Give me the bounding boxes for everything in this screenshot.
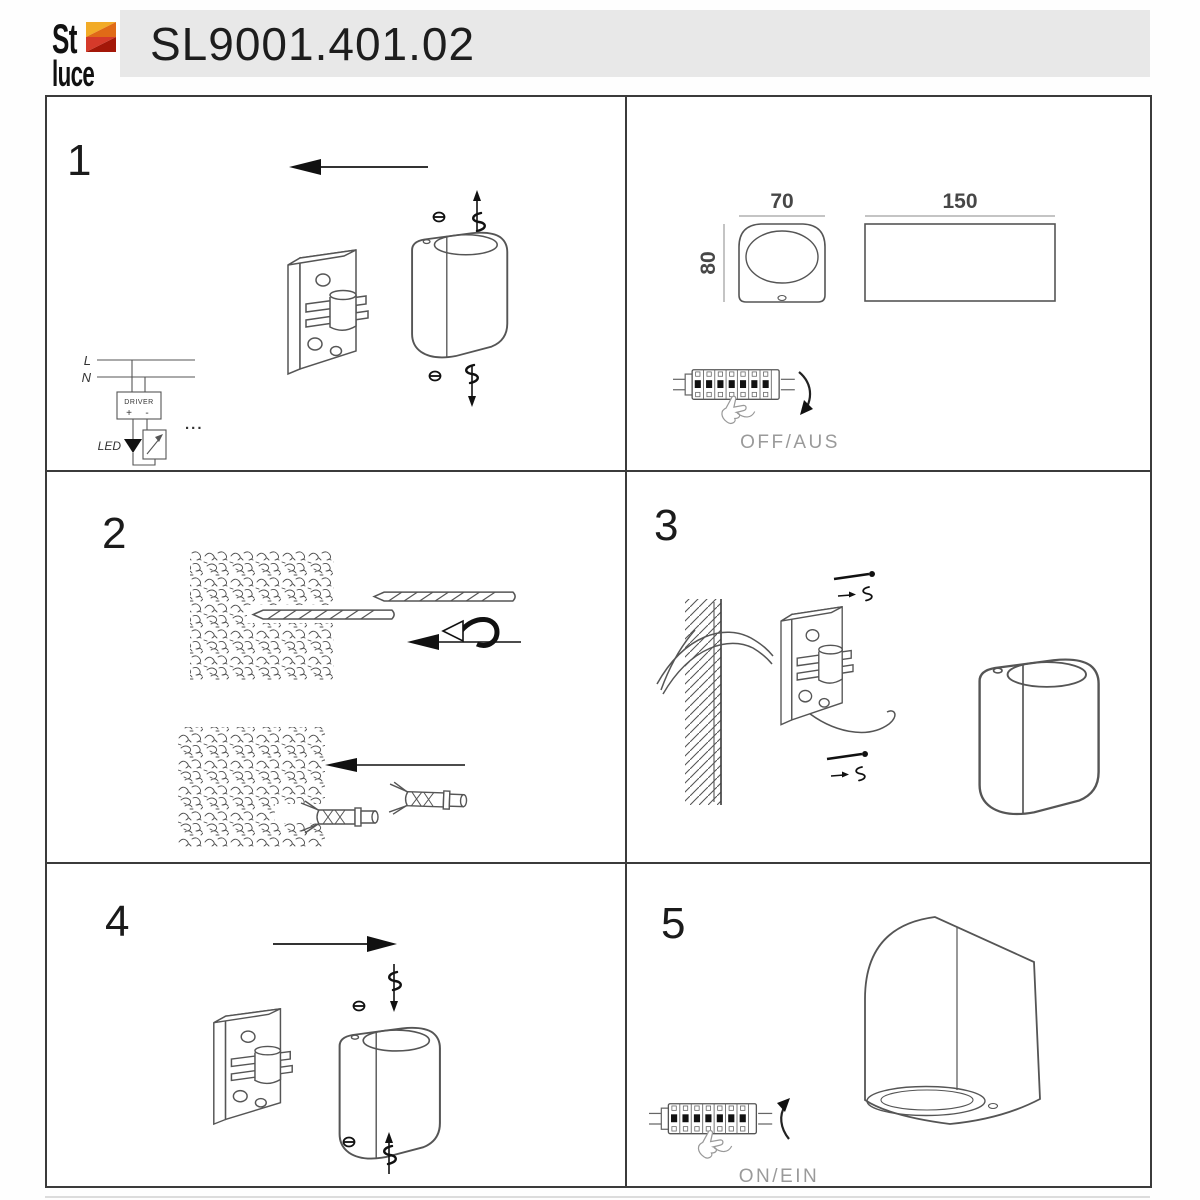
logo-square-icon xyxy=(86,22,116,52)
front-view-drawing xyxy=(739,224,825,302)
ellipsis-label: ... xyxy=(185,416,204,433)
mounting-bracket-drawing xyxy=(288,250,368,374)
screw-top-icon xyxy=(354,964,401,1012)
step-5-panel xyxy=(627,864,1150,1186)
screw-set-bottom-icon xyxy=(827,751,868,781)
wall-anchor-icon xyxy=(389,782,467,817)
mounting-bracket-drawing xyxy=(214,1009,292,1124)
wall-section-drawing xyxy=(685,599,721,805)
step-1-number: 1 xyxy=(67,136,92,185)
led-diode-symbol xyxy=(124,439,142,453)
step-2-illustration xyxy=(47,472,625,862)
step-1-illustration xyxy=(47,97,625,470)
dimensions-illustration xyxy=(627,97,1150,470)
step-3-number: 3 xyxy=(654,501,679,550)
mounting-bracket-drawing xyxy=(781,607,853,725)
step-4-illustration xyxy=(47,864,625,1186)
step-1-panel xyxy=(47,97,625,470)
step-2-number: 2 xyxy=(102,509,127,558)
plus-terminal: + xyxy=(126,408,132,419)
logo-text-st: St xyxy=(52,15,77,62)
driver-label: DRIVER xyxy=(124,399,154,406)
push-left-arrow xyxy=(407,634,521,650)
insert-left-arrow xyxy=(325,758,465,772)
step-3-panel xyxy=(627,472,1150,862)
width-value: 70 xyxy=(770,190,794,213)
instruction-grid xyxy=(45,95,1152,1188)
direction-right-arrow xyxy=(273,936,397,952)
screw-bottom-icon xyxy=(430,365,478,407)
switch-on-arrow-icon xyxy=(777,1098,790,1139)
height-dimension xyxy=(697,224,724,302)
model-number: SL9001.401.02 xyxy=(150,17,476,70)
switch-off-arrow-icon xyxy=(799,372,813,415)
led-label: LED xyxy=(97,439,121,453)
power-on-label: ON/EIN xyxy=(738,1166,820,1186)
circuit-breaker-icon xyxy=(673,370,795,424)
step-2-panel xyxy=(47,472,625,862)
wiring-diagram xyxy=(82,353,204,465)
neutral-wire-label: N xyxy=(81,370,91,385)
minus-terminal: - xyxy=(145,408,149,419)
lamp-body-drawing xyxy=(412,233,507,358)
step-3-illustration xyxy=(627,472,1150,862)
side-view-drawing xyxy=(865,224,1055,301)
power-off-label: OFF/AUS xyxy=(740,432,840,453)
live-wire-label: L xyxy=(83,353,91,368)
step-4-panel xyxy=(47,864,625,1186)
step-4-number: 4 xyxy=(105,897,130,946)
screw-set-top-icon xyxy=(834,571,875,601)
installed-lamp-drawing xyxy=(865,917,1040,1124)
lamp-body-drawing xyxy=(980,660,1099,814)
width-dimension xyxy=(739,190,825,216)
length-dimension xyxy=(865,190,1055,216)
dimensions-panel xyxy=(627,97,1150,470)
page-bottom-rule xyxy=(45,1196,1150,1198)
drill-bit-in-wall-icon xyxy=(253,610,394,619)
length-value: 150 xyxy=(942,190,978,213)
drill-bit-icon xyxy=(374,592,515,601)
height-value: 80 xyxy=(697,251,720,275)
direction-left-arrow xyxy=(289,159,428,175)
circuit-breaker-icon xyxy=(649,1104,772,1158)
step-5-illustration xyxy=(627,864,1150,1186)
model-title-bar xyxy=(120,10,1150,77)
wall-texture-bottom xyxy=(178,727,325,847)
logo-text-luce: luce xyxy=(52,53,95,94)
step-5-number: 5 xyxy=(661,899,686,948)
